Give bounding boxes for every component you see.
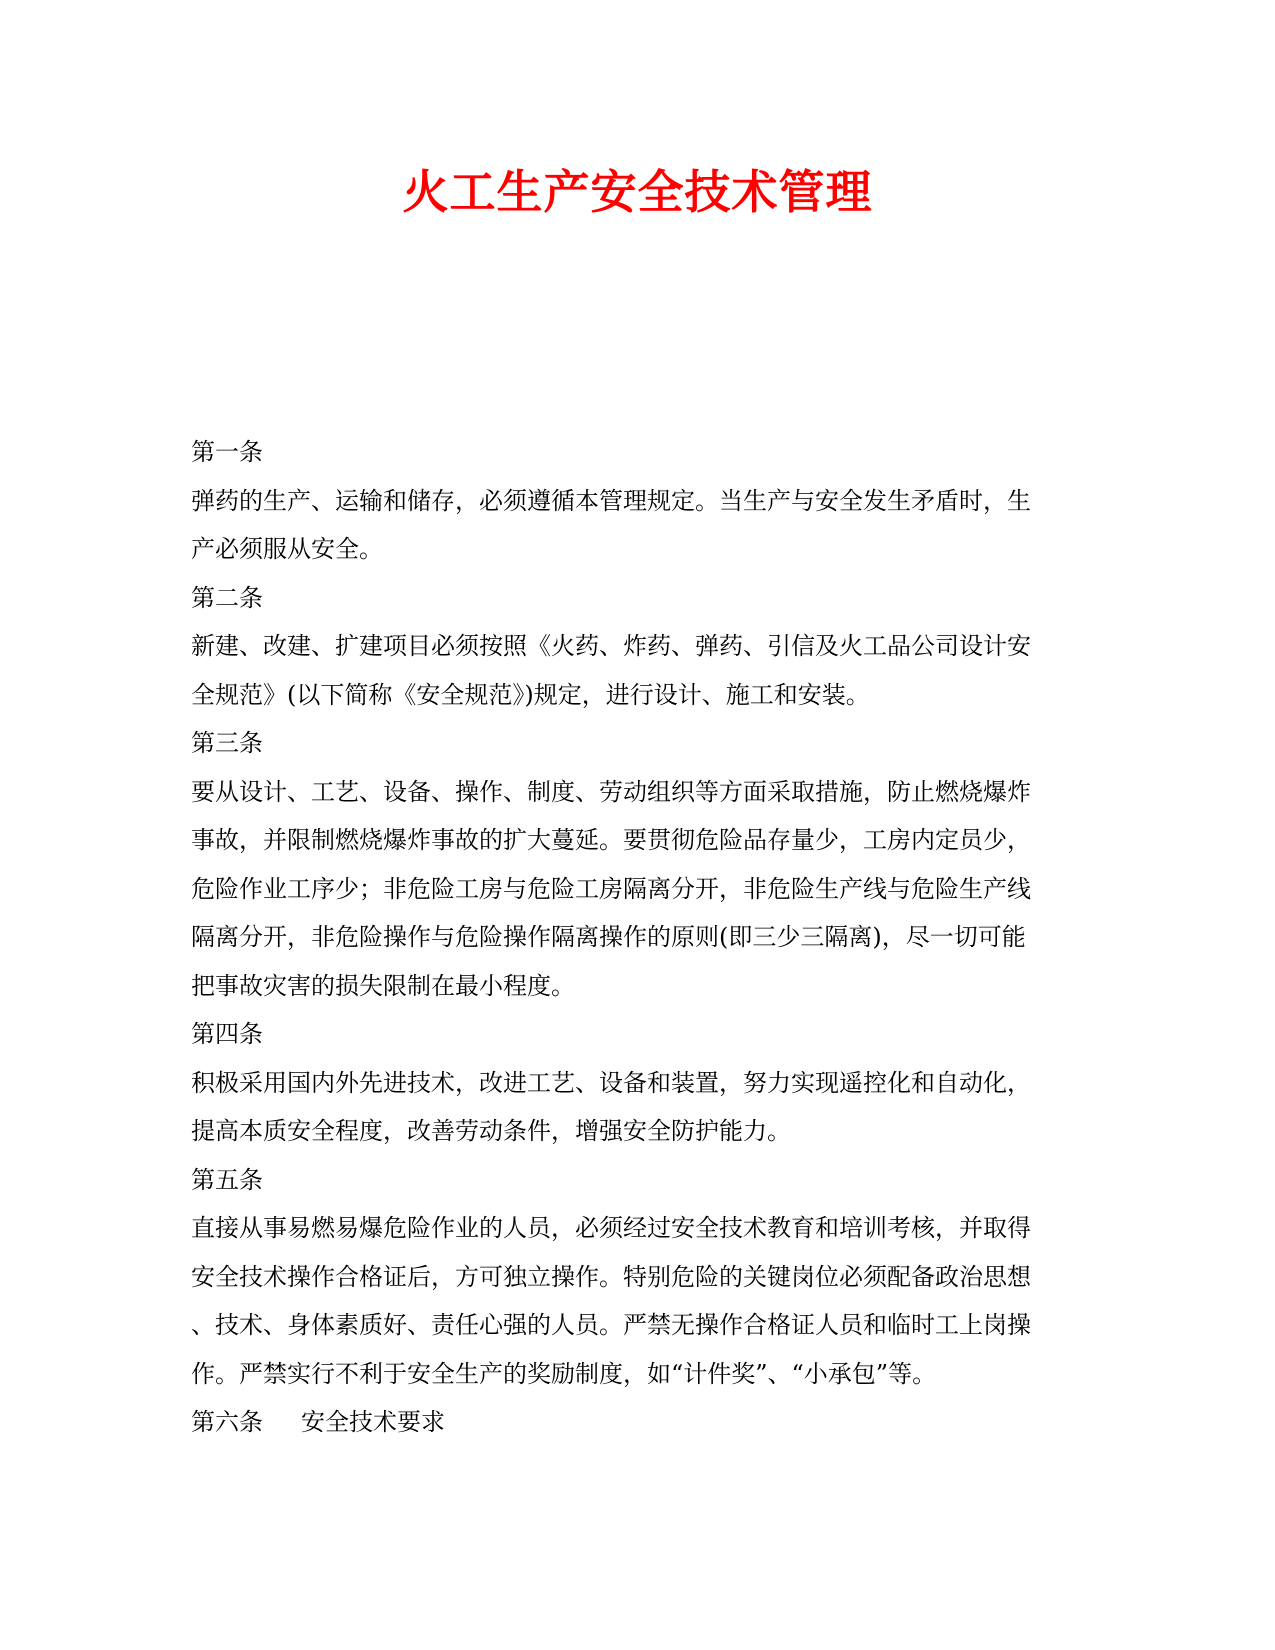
body-line: 提高本质安全程度，改善劳动条件，增强安全防护能力。: [191, 1117, 791, 1145]
body-line: 新建、改建、扩建项目必须按照《火药、炸药、弹药、引信及火工品公司设计安: [191, 632, 1031, 660]
article-subtitle: 安全技术要求: [301, 1408, 445, 1436]
body-line: 全规范》(以下简称《安全规范》)规定，进行设计、施工和安装。: [191, 680, 870, 709]
body-line: 要从设计、工艺、设备、操作、制度、劳动组织等方面采取措施，防止燃烧爆炸: [191, 777, 1031, 806]
article-heading-with-subtitle: [191, 1398, 1081, 1447]
document-title: 火工生产安全技术管理: [402, 165, 873, 219]
article-heading: 第五条: [191, 1165, 263, 1194]
article-heading: 第二条: [191, 583, 263, 612]
article-heading: 第三条: [191, 729, 263, 757]
document-body: [191, 428, 1081, 1447]
body-line: 危险作业工序少；非危险工房与危险工房隔离分开，非危险生产线与危险生产线: [191, 874, 1031, 903]
body-line: 直接从事易燃易爆危险作业的人员，必须经过安全技术教育和培训考核，并取得: [191, 1214, 1031, 1242]
body-line: 事故，并限制燃烧爆炸事故的扩大蔓延。要贯彻危险品存量少，工房内定员少，: [191, 826, 1031, 854]
body-line: 作。严禁实行不利于安全生产的奖励制度，如“计件奖”、“小承包”等。: [191, 1359, 937, 1388]
body-line: 产必须服从安全。: [191, 535, 383, 563]
body-line: 积极采用国内外先进技术，改进工艺、设备和装置，努力实现遥控化和自动化，: [191, 1068, 1031, 1097]
body-line: 弹药的生产、运输和储存，必须遵循本管理规定。当生产与安全发生矛盾时，生: [191, 486, 1031, 515]
body-line: 把事故灾害的损失限制在最小程度。: [191, 971, 575, 1000]
body-line: 、技术、身体素质好、责任心强的人员。严禁无操作合格证人员和临时工上岗操: [191, 1311, 1031, 1339]
article-heading: 第一条: [191, 438, 263, 466]
article-number: 第六条: [191, 1408, 263, 1436]
body-line: 安全技术操作合格证后，方可独立操作。特别危险的关键岗位必须配备政治思想: [191, 1262, 1031, 1291]
article-heading: 第四条: [191, 1020, 263, 1048]
body-line: 隔离分开，非危险操作与危险操作隔离操作的原则(即三少三隔离)，尽一切可能: [191, 923, 1026, 951]
